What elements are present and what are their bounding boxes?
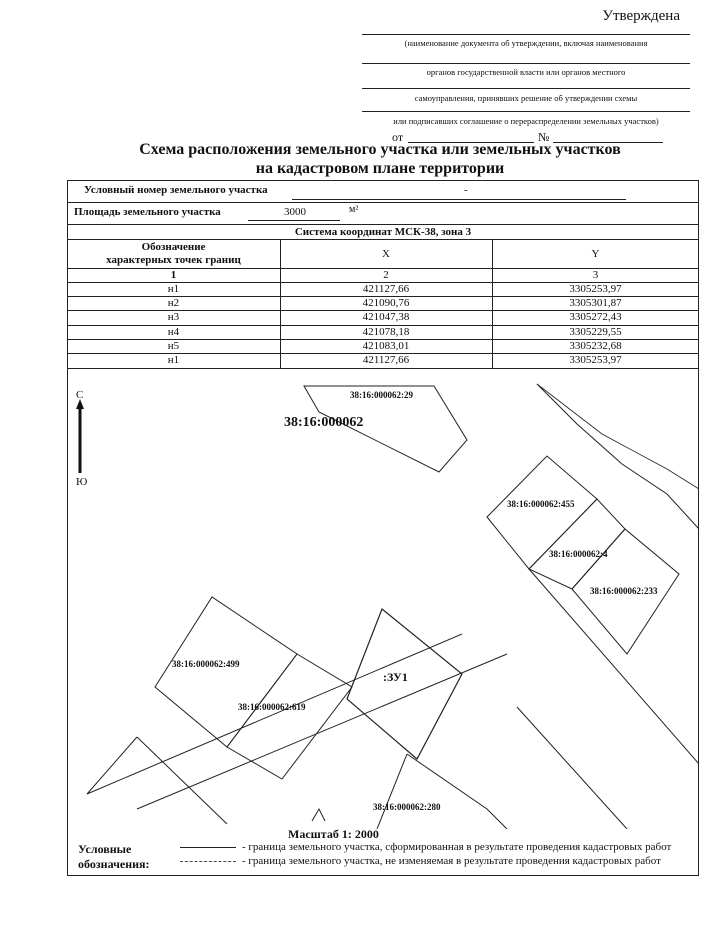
- legend-item-unchanged-text: - граница земельного участка, не изменяемая в результате проведения кадастровых работ: [242, 855, 661, 867]
- parcel-233-label: 38:16:000062:233: [590, 586, 658, 596]
- scale-label: Масштаб 1: 2000: [288, 827, 379, 841]
- header-rule-3: [362, 88, 690, 89]
- point-y: 3305253,97: [569, 354, 622, 366]
- point-x: 421090,76: [362, 297, 410, 309]
- area-unit: м²: [349, 204, 359, 215]
- point-name: н5: [167, 340, 180, 352]
- parcel-4-label: 38:16:000062:4: [549, 549, 608, 559]
- col3-header: Y: [591, 248, 600, 260]
- parcel-455-label: 38:16:000062:455: [507, 499, 575, 509]
- header-caption-4: или подписавших соглашение о перераспределении земельных участков): [393, 116, 659, 126]
- point-x: 421047,38: [362, 311, 410, 323]
- parcel-619-label: 38:16:000062:619: [238, 702, 306, 712]
- dashed-line-symbol: [180, 861, 236, 862]
- parcel-280-label: 38:16:000062:280: [373, 802, 441, 812]
- point-name: н1: [167, 354, 180, 366]
- approved-label: Утверждена: [602, 8, 680, 24]
- legend-label-2: обозначения:: [78, 857, 150, 871]
- cadastral-map: [67, 369, 699, 829]
- legend-label-1: Условные: [78, 842, 132, 856]
- col2-header: X: [382, 248, 390, 260]
- page-subtitle: на кадастровом плане территории: [255, 160, 505, 177]
- point-y: 3305229,55: [569, 326, 622, 338]
- parcel-499-outline: [155, 597, 297, 747]
- point-x: 421083,01: [362, 340, 410, 352]
- col-number-3: 3: [592, 269, 599, 281]
- parcel-499-label: 38:16:000062:499: [172, 659, 240, 669]
- point-y: 3305272,43: [569, 311, 622, 323]
- north-arrow: [76, 399, 84, 473]
- col-number-2: 2: [383, 269, 389, 281]
- header-rule-1: [362, 34, 690, 35]
- col1-header-line2: характерных точек границ: [106, 254, 241, 266]
- header-caption-3: самоуправления, принявших решение об утверждении схемы: [414, 93, 638, 103]
- point-y: 3305232,68: [569, 340, 622, 352]
- legend-item-unchanged: [180, 855, 661, 867]
- cond-number-rule: [292, 199, 626, 200]
- col1-header-line1: Обозначение: [141, 241, 206, 253]
- area-label: Площадь земельного участка: [74, 206, 221, 218]
- cond-number-value: -: [464, 184, 468, 196]
- quarter-label: 38:16:000062: [284, 415, 364, 430]
- date-label: от: [392, 130, 404, 144]
- legend-item-formed: [180, 841, 671, 853]
- point-name: н3: [167, 311, 180, 323]
- solid-line-symbol: [180, 847, 236, 848]
- cond-number-label: Условный номер земельного участка: [84, 184, 268, 196]
- point-x: 421127,66: [362, 283, 410, 295]
- page-title: Схема расположения земельного участка или земельных участков: [139, 141, 621, 158]
- header-caption-2: органов государственной власти или органов местного: [426, 67, 626, 77]
- zu1-label: :ЗУ1: [383, 670, 408, 684]
- header-rule-4: [362, 111, 690, 112]
- point-y: 3305301,87: [569, 297, 622, 309]
- parcel-29-label: 38:16:000062:29: [350, 390, 413, 400]
- point-y: 3305253,97: [569, 283, 622, 295]
- header-caption-1: (наименование документа об утверждении, включая наименования: [404, 38, 648, 48]
- point-name: н2: [167, 297, 180, 309]
- coord-system: Система координат МСК-38, зона 3: [294, 226, 472, 238]
- area-value: 3000: [284, 206, 306, 218]
- point-x: 421078,18: [362, 326, 410, 338]
- col-number-1: 1: [170, 269, 177, 281]
- point-name: н1: [167, 283, 180, 295]
- legend-item-formed-text: - граница земельного участка, сформированная в результате проведения кадастровых работ: [242, 841, 672, 853]
- number-label: №: [538, 130, 550, 144]
- south-label: Ю: [76, 476, 88, 488]
- header-rule-2: [362, 63, 690, 64]
- point-name: н4: [167, 326, 180, 338]
- area-rule: [248, 220, 340, 221]
- point-x: 421127,66: [362, 354, 410, 366]
- north-label: С: [76, 389, 84, 401]
